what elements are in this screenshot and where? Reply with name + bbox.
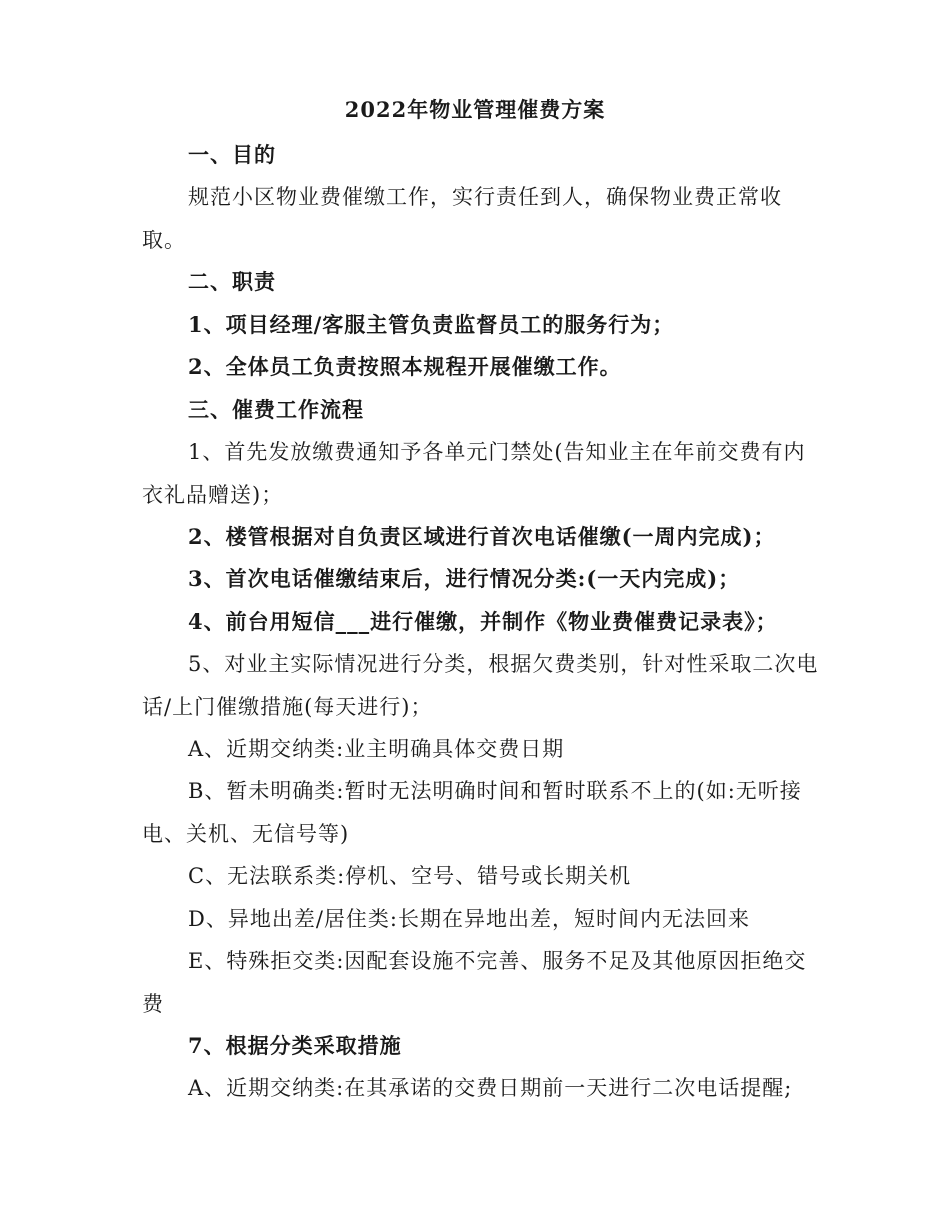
- section-heading-duties: 二、职责: [188, 269, 276, 294]
- category-item: C、无法联系类:停机、空号、错号或长期关机: [188, 864, 632, 888]
- paragraph-line: 衣礼品赠送)；: [142, 483, 284, 507]
- category-item: B、暂未明确类:暂时无法明确时间和暂时联系不上的(如:无听接: [188, 779, 802, 803]
- category-item: A、近期交纳类:在其承诺的交费日期前一天进行二次电话提醒;: [188, 1076, 793, 1100]
- paragraph-line: 取。: [142, 228, 186, 252]
- list-item: 1、项目经理/客服主管负责监督员工的服务行为；: [188, 312, 675, 337]
- section-heading-process: 三、催费工作流程: [188, 397, 364, 422]
- paragraph-line: 规范小区物业费催缴工作，实行责任到人，确保物业费正常收: [188, 185, 782, 209]
- paragraph-line: 话/上门催缴措施(每天进行)；: [142, 695, 433, 719]
- list-item: 1、首先发放缴费通知予各单元门禁处(告知业主在年前交费有内: [188, 440, 806, 464]
- paragraph-line: 费: [142, 992, 164, 1016]
- paragraph-line: 电、关机、无信号等): [142, 822, 350, 846]
- list-item: 2、全体员工负责按照本规程开展催缴工作。: [188, 354, 622, 379]
- list-item: 7、根据分类采取措施: [188, 1033, 402, 1058]
- category-item: A、近期交纳类:业主明确具体交费日期: [188, 737, 565, 761]
- category-item: E、特殊拒交类:因配套设施不完善、服务不足及其他原因拒绝交: [188, 949, 807, 973]
- list-item: 3、首次电话催缴结束后，进行情况分类:(一天内完成)；: [188, 566, 741, 591]
- list-item: 4、前台用短信___进行催缴，并制作《物业费催费记录表》；: [188, 609, 778, 634]
- section-heading-purpose: 一、目的: [188, 142, 276, 167]
- list-item: 5、对业主实际情况进行分类，根据欠费类别，针对性采取二次电: [188, 652, 819, 676]
- list-item: 2、楼管根据对自负责区域进行首次电话催缴(一周内完成)；: [188, 524, 776, 549]
- category-item: D、异地出差/居住类:长期在异地出差，短时间内无法回来: [188, 907, 750, 931]
- document-title: 2022年物业管理催费方案: [344, 97, 606, 122]
